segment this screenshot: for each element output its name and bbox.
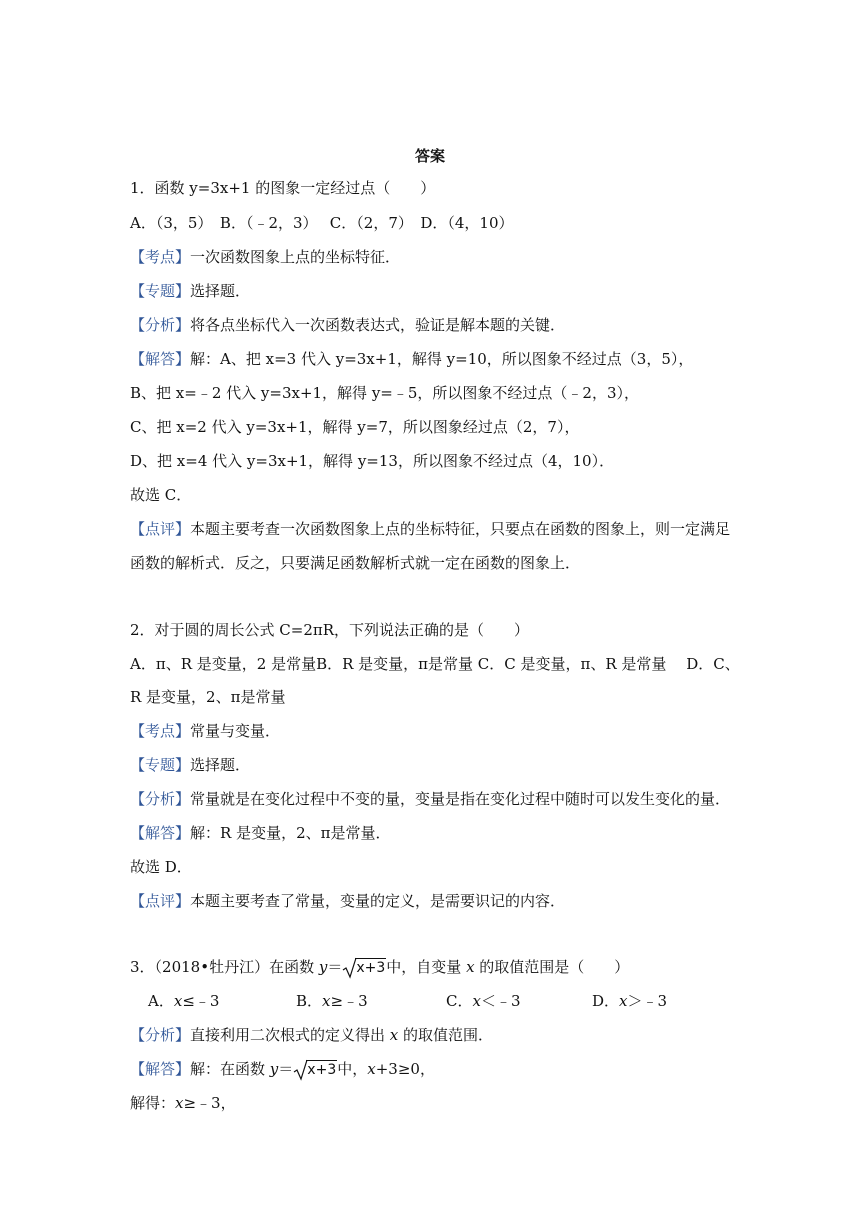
equals-sign: ＝ — [278, 1060, 294, 1078]
sqrt-expression — [293, 1059, 337, 1081]
equals-sign: ＝ — [327, 958, 343, 976]
q1-jieda-b: B、把 x=﹣2 代入 y=3x+1，解得 y=﹣5，所以图象不经过点（﹣2，3）， — [130, 384, 639, 402]
q3-stem-middle: 中，自变量 — [386, 958, 467, 976]
q2-answer: 故选 D． — [130, 858, 192, 876]
q3-jieda-prefix: 解：在函数 — [190, 1060, 270, 1078]
q3-jieda-suffix: +3≥0， — [375, 1060, 435, 1078]
q1-zhuanti — [130, 281, 250, 301]
q3-stem-prefix: 3．（2018•牡丹江）在函数 — [130, 958, 319, 976]
option-label: A． — [148, 992, 174, 1010]
option-label: C． — [446, 992, 473, 1010]
q2-kaodian — [130, 721, 280, 741]
fenxi-tag: 【分析】 — [130, 790, 191, 808]
zhuanti-tag: 【专题】 — [130, 282, 191, 300]
q3-jieda-middle: 中， — [337, 1060, 368, 1078]
option-text: ≤﹣3 — [182, 992, 220, 1010]
q3-solve-prefix: 解得： — [130, 1094, 176, 1112]
q2-jieda — [130, 823, 390, 843]
q3-fenxi-suffix: 的取值范围． — [398, 1026, 494, 1044]
q1-fenxi-text: 将各点坐标代入一次函数表达式，验证是解本题的关键． — [190, 316, 566, 334]
q1-kaodian — [130, 247, 400, 267]
q2-stem: 2．对于圆的周长公式 C=2πR，下列说法正确的是（ ） — [130, 621, 530, 639]
q1-answer: 故选 C． — [130, 486, 192, 504]
radicand: x+3 — [307, 1062, 337, 1078]
option-label: D． — [592, 992, 620, 1010]
q1-jieda — [130, 349, 693, 369]
q3-option-a — [148, 991, 296, 1011]
var-y: y — [269, 1060, 279, 1078]
q1-options: A．（3，5） B．（﹣2，3） C．（2，7） D．（4，10） — [130, 214, 514, 232]
radicand: x+3 — [356, 960, 386, 976]
jieda-tag: 【解答】 — [130, 350, 191, 368]
q2-fenxi — [130, 789, 730, 809]
q1-jieda-text: 解：A、把 x=3 代入 y=3x+1，解得 y=10，所以图象不经过点（3，5）， — [190, 350, 694, 368]
option-text: ＜﹣3 — [480, 992, 521, 1010]
q3-option-b — [296, 991, 446, 1011]
q1-dianping — [130, 519, 730, 539]
fenxi-tag: 【分析】 — [130, 316, 191, 334]
var-x: x — [322, 992, 331, 1010]
q2-kaodian-text: 常量与变量． — [190, 722, 281, 740]
q2-fenxi-text: 常量就是在变化过程中不变的量，变量是指在变化过程中随时可以发生变化的量． — [190, 790, 731, 808]
q3-option-d — [592, 991, 667, 1011]
jieda-tag: 【解答】 — [130, 824, 191, 842]
option-label: B． — [296, 992, 323, 1010]
q1-zhuanti-text: 选择题． — [190, 282, 251, 300]
q1-fenxi — [130, 315, 565, 335]
q3-stem-suffix: 的取值范围是（ ） — [474, 958, 630, 976]
q3-jieda — [130, 1059, 435, 1081]
q1-dianping-2: 函数的解析式．反之，只要满足函数解析式就一定在函数的图象上． — [130, 554, 581, 572]
q3-fenxi — [130, 1025, 493, 1045]
q3-solve-suffix: ≥﹣3， — [183, 1094, 236, 1112]
kaodian-tag: 【考点】 — [130, 248, 191, 266]
var-x: x — [466, 958, 475, 976]
kaodian-tag: 【考点】 — [130, 722, 191, 740]
page-title: 答案 — [414, 147, 445, 165]
radical-sign-icon — [293, 1059, 309, 1081]
var-y: y — [318, 958, 328, 976]
q1-stem: 1．函数 y=3x+1 的图象一定经过点（ ） — [130, 179, 436, 197]
var-x: x — [619, 992, 628, 1010]
q1-dianping-text: 本题主要考查一次函数图象上点的坐标特征，只要点在函数的图象上，则一定满足 — [190, 520, 731, 538]
dianping-tag: 【点评】 — [130, 892, 191, 910]
var-x: x — [367, 1060, 376, 1078]
q3-solve — [130, 1093, 236, 1113]
fenxi-tag: 【分析】 — [130, 1026, 191, 1044]
q1-jieda-c: C、把 x=2 代入 y=3x+1，解得 y=7，所以图象经过点（2，7）， — [130, 418, 580, 436]
q1-kaodian-text: 一次函数图象上点的坐标特征． — [190, 248, 401, 266]
option-text: ＞﹣3 — [627, 992, 668, 1010]
q3-options — [148, 991, 667, 1011]
q3-option-c — [446, 991, 592, 1011]
dianping-tag: 【点评】 — [130, 520, 191, 538]
zhuanti-tag: 【专题】 — [130, 756, 191, 774]
q2-zhuanti-text: 选择题． — [190, 756, 251, 774]
option-text: ≥﹣3 — [330, 992, 368, 1010]
var-x: x — [472, 992, 481, 1010]
q2-options-2: R 是变量，2、π是常量 — [130, 688, 286, 706]
q2-options-1: A．π、R 是变量，2 是常量B．R 是变量，π是常量 C．C 是变量，π、R 是常量 D．C、 — [130, 655, 740, 673]
q2-zhuanti — [130, 755, 250, 775]
var-x: x — [173, 992, 183, 1010]
q1-jieda-d: D、把 x=4 代入 y=3x+1，解得 y=13，所以图象不经过点（4，10）． — [130, 452, 615, 470]
jieda-tag: 【解答】 — [130, 1060, 191, 1078]
q3-stem — [130, 957, 629, 979]
radical-sign-icon — [342, 957, 358, 979]
sqrt-expression — [342, 957, 386, 979]
var-x: x — [389, 1026, 399, 1044]
q3-fenxi-prefix: 直接利用二次根式的定义得出 — [190, 1026, 390, 1044]
q2-dianping-text: 本题主要考查了常量，变量的定义，是需要识记的内容． — [190, 892, 566, 910]
q2-jieda-text: 解：R 是变量，2、π是常量． — [190, 824, 391, 842]
var-x: x — [175, 1094, 184, 1112]
q2-dianping — [130, 891, 565, 911]
